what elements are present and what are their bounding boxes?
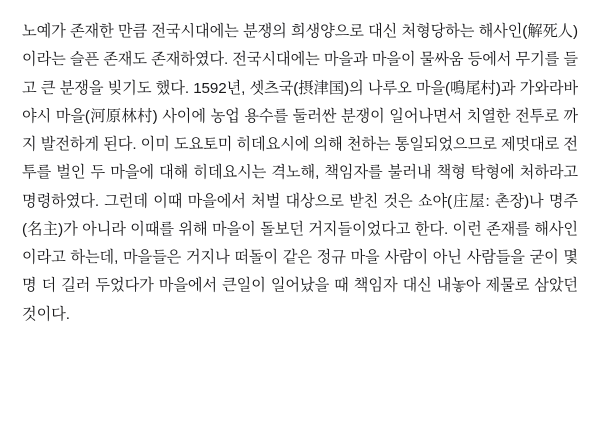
document-paragraph: 노예가 존재한 만큼 전국시대에는 분쟁의 희생양으로 대신 처형당하는 해사인(解死人)이라는 슬픈 존재도 존재하였다. 전국시대에는 마을과 마을이 물싸움 등에서 무기를 들고 큰 분쟁을 빚기도 했다. 1592년, 셋츠국(摂津国)의 나루오 마을(鳴尾村)과 가와라바야시 마을(河原林村) 사이에 농업 용수를 둘러싼 분쟁이 일어나면서 치열한 전투로 까지 발전하게 된다. 이미 도요토미 히데요시에 의해 천하는 통일되었으므로 제멋대로 전투를 벌인 두 마을에 대해 히데요시는 격노해, 책임자를 불러내 책형 탁형에 처하라고 명령하였다. 그런데 이때 마을에서 처벌 대상으로 받친 것은 쇼야(庄屋: 촌장)나 명주(名主)가 아니라 이때를 위해 마을이 돌보던 거지들이었다고 한다. 이런 존재를 해사인이라고 하는데, 마을들은 거지나 떠돌이 같은 정규 마을 사람이 아닌 사람들을 굳이 몇 명 더 길러 두었다가 마을에서 큰일이 일어났을 때 책임자 대신 내놓아 제물로 삼았던 것이다. <box>22 23 583 323</box>
